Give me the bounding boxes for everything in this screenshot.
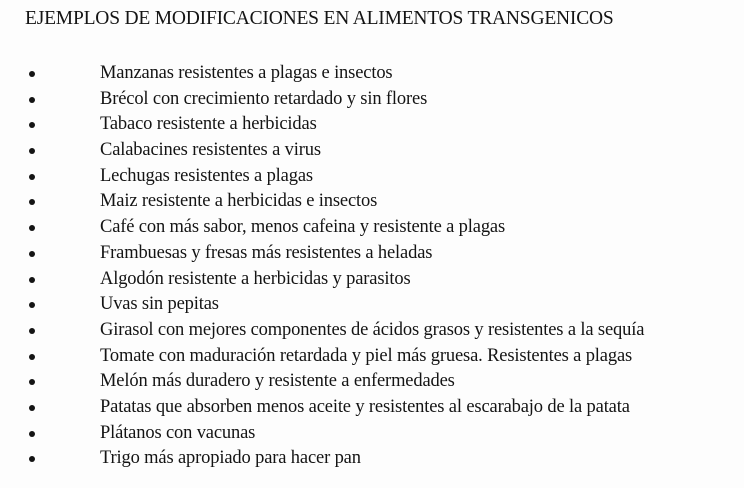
- list-item-text: Girasol con mejores componentes de ácidos grasos y resistentes a la sequía: [100, 319, 645, 340]
- list-item-text: Calabacines resistentes a virus: [100, 140, 321, 161]
- bullet-icon: [29, 97, 35, 103]
- bullet-icon: [29, 431, 35, 437]
- list-item-text: Trigo más apropiado para hacer pan: [100, 448, 361, 469]
- list-item-text: Melón más duradero y resistente a enfermedades: [100, 371, 455, 392]
- bullet-icon: [29, 379, 35, 385]
- list-item-text: Maiz resistente a herbicidas e insectos: [100, 191, 378, 212]
- list-item-text: Brécol con crecimiento retardado y sin flores: [100, 88, 428, 109]
- list-item-text: Uvas sin pepitas: [100, 294, 219, 315]
- bullet-icon: [29, 277, 35, 283]
- bullet-icon: [29, 71, 35, 77]
- list-item-text: Patatas que absorben menos aceite y resistentes al escarabajo de la patata: [100, 396, 630, 417]
- bullet-icon: [29, 225, 35, 231]
- bullet-icon: [29, 174, 35, 180]
- bullet-icon: [29, 328, 35, 334]
- list-item-text: Manzanas resistentes a plagas e insectos: [100, 63, 393, 83]
- list-item-text: Frambuesas y fresas más resistentes a heladas: [100, 242, 433, 263]
- bullet-icon: [29, 148, 35, 154]
- bullet-icon: [29, 122, 35, 128]
- list-item-text: Tomate con maduración retardada y piel más gruesa. Resistentes a plagas: [100, 345, 633, 366]
- bullet-icon: [29, 405, 35, 411]
- list-item-text: Algodón resistente a herbicidas y parasitos: [100, 268, 411, 289]
- bullet-icon: [29, 354, 35, 360]
- document-title: EJEMPLOS DE MODIFICACIONES EN ALIMENTOS TRANSGENICOS: [25, 8, 614, 29]
- list-item-text: Café con más sabor, menos cafeina y resistente a plagas: [100, 217, 506, 238]
- bullet-icon: [29, 302, 35, 308]
- bullet-icon: [29, 199, 35, 205]
- bullet-icon: [29, 251, 35, 257]
- bullet-icon: [29, 456, 35, 462]
- list-item-text: Plátanos con vacunas: [100, 422, 256, 443]
- list-item-text: Tabaco resistente a herbicidas: [100, 114, 317, 135]
- list-item-text: Lechugas resistentes a plagas: [100, 165, 313, 186]
